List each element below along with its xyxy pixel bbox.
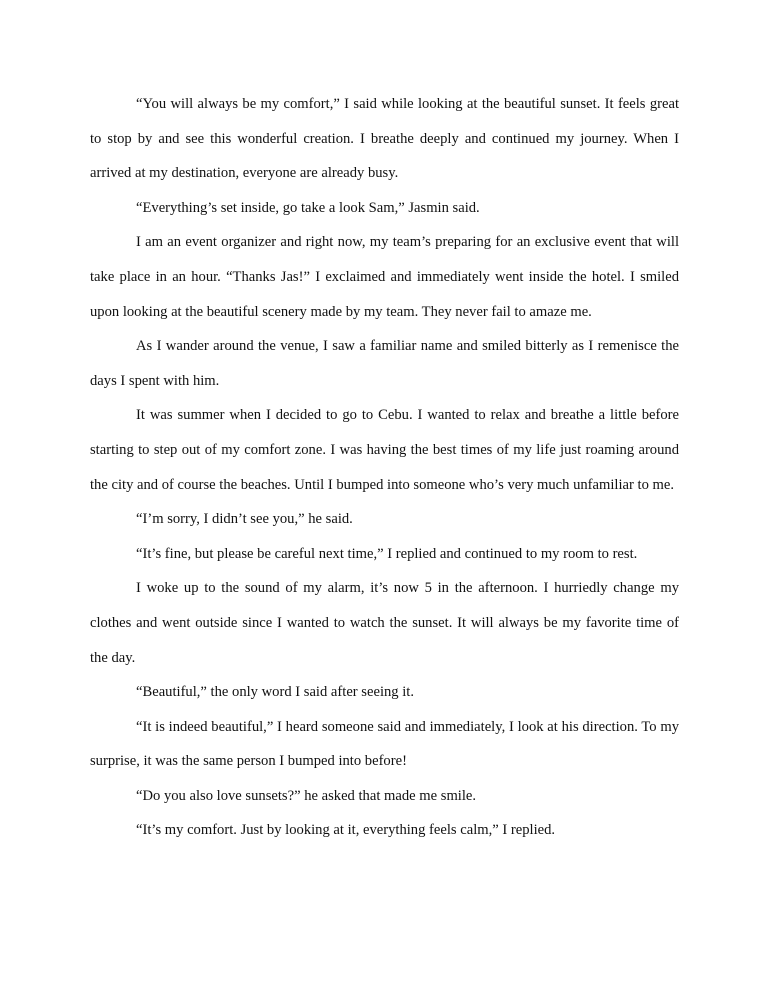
- story-body: [90, 87, 679, 848]
- paragraph: It was summer when I decided to go to Cebu. I wanted to relax and breathe a little before starting to step out of my comfort zone. I was having the best times of my life just roaming around the city and of course the beaches. Until I bumped into someone who’s very much unfamiliar to me.: [90, 407, 679, 493]
- paragraph: I woke up to the sound of my alarm, it’s now 5 in the afternoon. I hurriedly change my clothes and went outside since I wanted to watch the sunset. It will always be my favorite time of the day.: [90, 580, 679, 666]
- paragraph: “I’m sorry, I didn’t see you,” he said.: [136, 511, 353, 528]
- paragraph: “Everything’s set inside, go take a look Sam,” Jasmin said.: [136, 199, 480, 216]
- paragraph: As I wander around the venue, I saw a familiar name and smiled bitterly as I remenisce the days I spent with him.: [90, 338, 679, 389]
- paragraph: I am an event organizer and right now, my team’s preparing for an exclusive event that will take place in an hour. “Thanks Jas!” I exclaimed and immediately went inside the hotel. I smiled upon looking at the beautiful scenery made by my team. They never fail to amaze me.: [90, 234, 679, 320]
- paragraph: “Beautiful,” the only word I said after seeing it.: [136, 684, 415, 701]
- paragraph: “You will always be my comfort,” I said while looking at the beautiful sunset. It feels great to stop by and see this wonderful creation. I breathe deeply and continued my journey. When I arrived at my destination, everyone are already busy.: [90, 96, 679, 182]
- paragraph: “It’s fine, but please be careful next time,” I replied and continued to my room to rest.: [136, 545, 638, 562]
- paragraph: “It is indeed beautiful,” I heard someone said and immediately, I look at his direction. To my surprise, it was the same person I bumped into before!: [90, 718, 679, 770]
- paragraph: “It’s my comfort. Just by looking at it, everything feels calm,” I replied.: [136, 822, 556, 839]
- paragraph: “Do you also love sunsets?” he asked that made me smile.: [136, 787, 477, 804]
